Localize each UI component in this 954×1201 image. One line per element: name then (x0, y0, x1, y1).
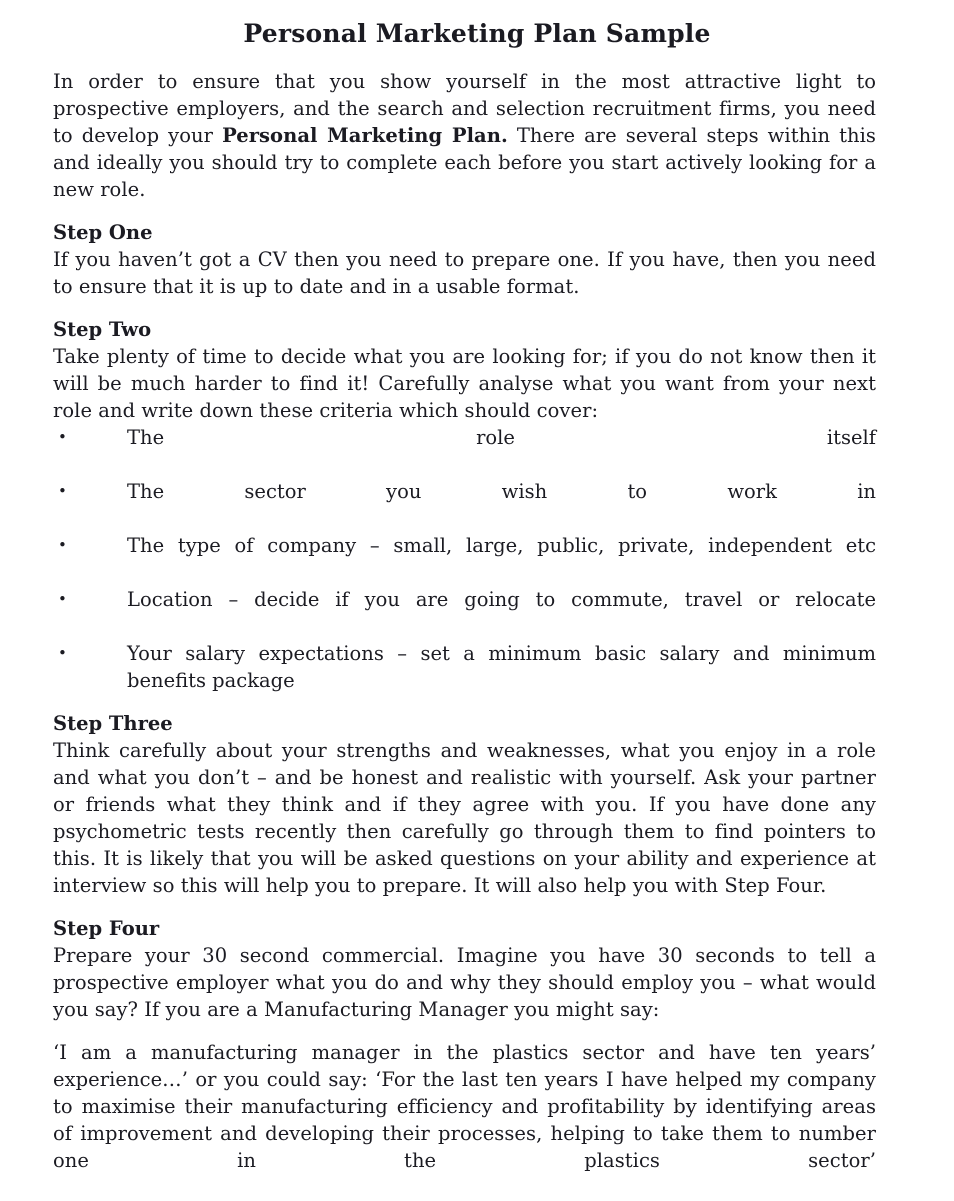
step-two-body: Take plenty of time to decide what you are looking for; if you do not know then it will be much harder to find it! Carefully analyse what you want from your next role and write down these criteria which should cover: (53, 345, 876, 422)
closing-quote-paragraph: ‘I am a manufacturing manager in the plastics sector and have ten years’ experience…’ or you could say: ‘For the last ten years I have helped my company to maximise their manufacturing efficiency and profitability by identifying areas of improvement and developing their processes, helping to take them to number one in the plastics sector’ (53, 1041, 876, 1172)
page-title: Personal Marketing Plan Sample (243, 19, 711, 48)
step-four-body: Prepare your 30 second commercial. Imagine you have 30 seconds to tell a prospective employer what you do and why they should employ you – what would you say? If you are a Manufacturing Manager you might say: (53, 944, 876, 1021)
intro-emphasis: Personal Marketing Plan. (222, 124, 508, 147)
bullet-icon: • (58, 428, 67, 446)
list-item (53, 424, 876, 478)
spacer (53, 1023, 876, 1039)
step-three-heading: Step Three (53, 712, 173, 735)
list-item-label: The sector you wish to work in (127, 480, 876, 503)
list-item (53, 532, 876, 586)
bullet-icon: • (58, 590, 67, 608)
spacer (53, 694, 876, 710)
spacer (53, 300, 876, 316)
spacer (53, 899, 876, 915)
step-three-body: Think carefully about your strengths and weaknesses, what you enjoy in a role and what you don’t – and be honest and realistic with yourself. Ask your partner or friends what they think and if they agree with you. If you have done any psychometric tests recently then carefully go through them to find pointers to this. It is likely that you will be asked questions on your ability and experience at interview so this will help you to prepare. It will also help you with Step Four. (53, 739, 876, 897)
bullet-icon: • (58, 644, 67, 662)
step-two-heading: Step Two (53, 318, 152, 341)
bullet-icon: • (58, 536, 67, 554)
list-item (53, 586, 876, 640)
spacer (53, 203, 876, 219)
bullet-icon: • (58, 482, 67, 500)
intro-paragraph (53, 68, 876, 203)
list-item (53, 478, 876, 532)
step-one-heading: Step One (53, 221, 153, 244)
document-body (53, 68, 876, 1201)
list-item-label: Your salary expectations – set a minimum basic salary and minimum benefits package (127, 642, 876, 692)
list-item-label: The type of company – small, large, public, private, independent etc (127, 534, 876, 557)
list-item-label: The role itself (127, 426, 876, 449)
intro-text-part-1: In order to ensure that you show yourself in the most attractive light to prospective employers, and the search and selection recruitment firms, you need to develop your (53, 70, 876, 147)
step-four-heading: Step Four (53, 917, 160, 940)
step-one-body: If you haven’t got a CV then you need to prepare one. If you have, then you need to ensure that it is up to date and in a usable format. (53, 248, 876, 298)
list-item (53, 640, 876, 694)
list-item-label: Location – decide if you are going to commute, travel or relocate (127, 588, 876, 611)
criteria-bullet-list (53, 424, 876, 694)
intro-text-part-2: There are several steps within this and ideally you should try to complete each before you start actively looking for a new role. (53, 124, 876, 201)
